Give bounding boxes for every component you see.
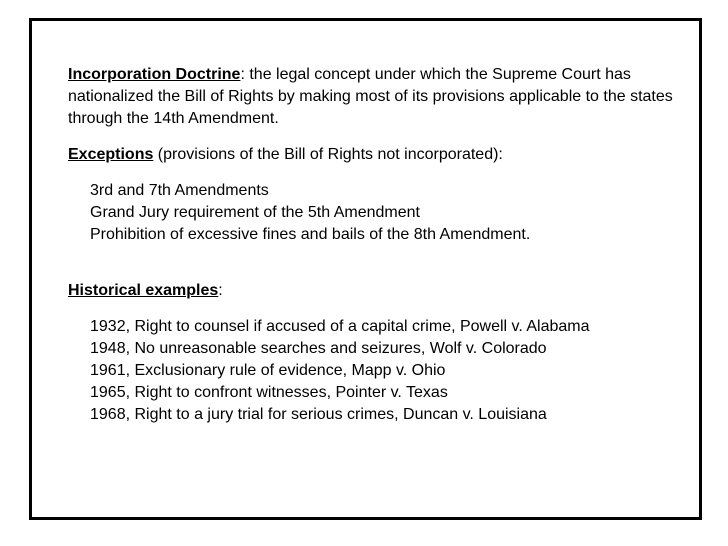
list-item: Grand Jury requirement of the 5th Amendment: [90, 204, 420, 221]
definition-text: : the legal concept under which the Supreme Court has nationalized the Bill of Rights by making most of its provisions applicable to the states through the 14th Amendment.: [68, 66, 673, 127]
list-item: Prohibition of excessive fines and bails of the 8th Amendment.: [90, 226, 531, 243]
list-item: 1961, Exclusionary rule of evidence, Mapp v. Ohio: [90, 362, 446, 379]
definition-term: Incorporation Doctrine: [68, 66, 241, 83]
definition-paragraph: [68, 64, 688, 130]
list-item: 1948, No unreasonable searches and seizures, Wolf v. Colorado: [90, 340, 547, 357]
slide-content: [68, 64, 688, 426]
list-item: 1965, Right to confront witnesses, Pointer v. Texas: [90, 384, 448, 401]
exceptions-list: [90, 180, 688, 246]
history-list: [90, 316, 688, 426]
history-heading: [68, 280, 688, 302]
history-text: :: [218, 282, 223, 299]
list-item: 1968, Right to a jury trial for serious crimes, Duncan v. Louisiana: [90, 406, 547, 423]
history-term: Historical examples: [68, 282, 219, 299]
list-item: 3rd and 7th Amendments: [90, 182, 269, 199]
exceptions-text: (provisions of the Bill of Rights not incorporated):: [153, 146, 503, 163]
exceptions-term: Exceptions: [68, 146, 154, 163]
exceptions-heading: [68, 144, 688, 166]
list-item: 1932, Right to counsel if accused of a capital crime, Powell v. Alabama: [90, 318, 590, 335]
